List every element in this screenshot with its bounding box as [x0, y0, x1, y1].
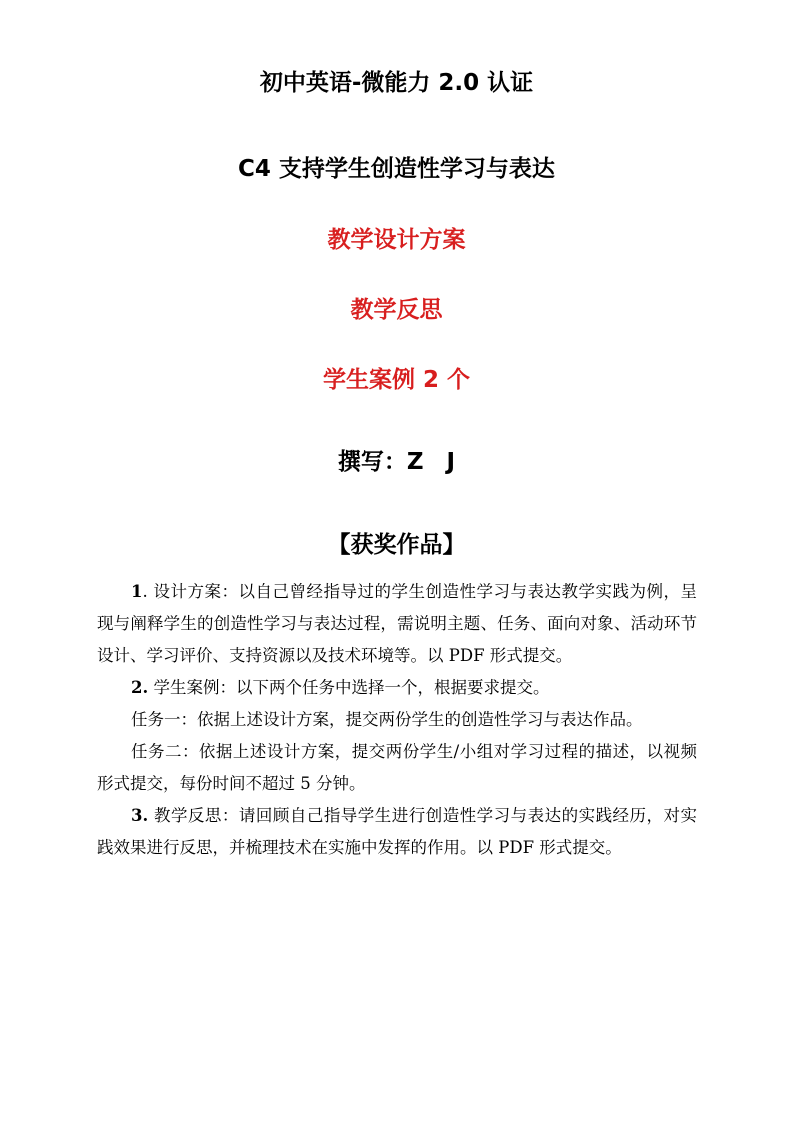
paragraph-task-two — [97, 736, 697, 800]
item-number-2: 2. — [131, 678, 149, 697]
paragraph-reflection — [97, 800, 697, 864]
document-subtitle: C4 支持学生创造性学习与表达 — [238, 156, 555, 182]
section-student-cases: 学生案例 2 个 — [322, 367, 471, 393]
paragraph-text: 教学反思：请回顾自己指导学生进行创造性学习与表达的实践经历，对实践效果进行反思，并梳理技术在实施中发挥的作用。以 PDF 形式提交。 — [97, 806, 697, 857]
paragraph-text: . 设计方案：以自己曾经指导过的学生创造性学习与表达教学实践为例，呈现与阐释学生的创造性学习与表达过程，需说明主题、任务、面向对象、活动环节设计、学习评价、支持资源以及技术环境等。以 PDF 形式提交。 — [97, 582, 697, 665]
item-number-1: 1 — [131, 582, 143, 601]
paragraph-student-cases — [97, 672, 697, 704]
requirements-body — [97, 576, 697, 864]
section-reflection: 教学反思 — [350, 297, 443, 323]
item-number-3: 3. — [131, 806, 149, 825]
section-design-plan: 教学设计方案 — [327, 227, 466, 253]
paragraph-text: 任务一：依据上述设计方案，提交两份学生的创造性学习与表达作品。 — [131, 710, 643, 729]
document-title: 初中英语-微能力 2.0 认证 — [259, 70, 534, 96]
paragraph-text: 学生案例：以下两个任务中选择一个，根据要求提交。 — [148, 678, 550, 697]
paragraph-design-plan — [97, 576, 697, 672]
paragraph-task-one — [97, 704, 697, 736]
author-line: 撰写：Z J — [337, 449, 456, 475]
paragraph-text: 任务二：依据上述设计方案，提交两份学生/小组对学习过程的描述，以视频形式提交，每份时间不超过 5 分钟。 — [97, 742, 697, 793]
award-label: 【获奖作品】 — [327, 532, 466, 558]
